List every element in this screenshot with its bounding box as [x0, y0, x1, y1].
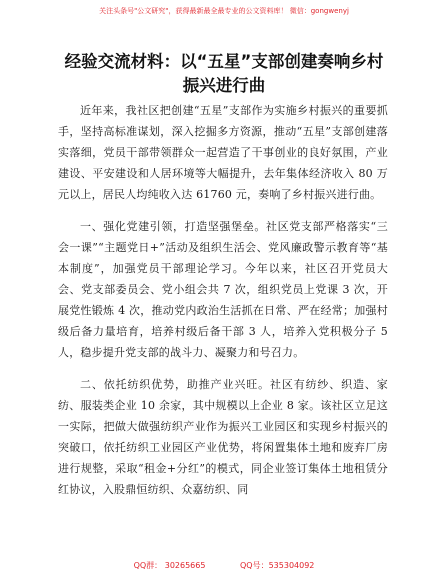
page-footer: [0, 560, 448, 571]
document-title: [0, 50, 448, 98]
title-line-2: 振兴进行曲: [182, 76, 266, 95]
promo-banner: 关注头条号"公文研究"，获得最新最全最专业的公文资料库！ 微信：gongwenyj: [99, 7, 349, 15]
footer-qq-number: QQ号：535304092: [240, 561, 315, 570]
footer-qq-group: QQ群： 30265665: [133, 561, 206, 570]
title-line-1: 经验交流材料：以“五星”支部创建奏响乡村: [64, 52, 384, 71]
paragraph-section-2: 二、依托纺织优势，助推产业兴旺。社区有纺纱、织造、家纺、服装类企业 10 余家，其中规模以上企业 8 家。该社区立足这一实际，把做大做强纺织产业作为振兴工业园区和实现乡村振兴的突破口，依托纺织工业园区产业优势，将闲置集体土地和废弃厂房进行规整，采取“租金+分红”的模式，同企业签订集体土地租赁分红协议，入股鼎恒纺织、众嘉纺织、同: [58, 378, 388, 496]
paragraph-intro: 近年来，我社区把创建“五星”支部作为实施乡村振兴的重要抓手，坚持高标准谋划，深入挖掘多方资源，推动“五星”支部创建落实落细，党员干部带领群众一起营造了干事创业的良好氛围，产业建设、平安建设和人居环境等大幅提升，去年集体经济收入 80 万元以上，居民人均纯收入达 61760 元，奏响了乡村振兴进行曲。: [58, 104, 388, 201]
paragraph-section-1: 一、强化党建引领，打造坚强堡垒。社区党支部严格落实“三会一课”“主题党日+”活动及组织生活会、党风廉政警示教育等“基本制度”，加强党员干部理论学习。今年以来，社区召开党员大会、党支部委员会、党小组会共 7 次，组织党员上党课 3 次，开展党性锻炼 4 次，推动党内政治生活抓在日常、严在经常；加强村级后备力量培育，培养村级后备干部 3 人，培养入党积极分子 5 人，稳步提升党支部的战斗力、凝聚力和号召力。: [58, 220, 388, 359]
document-body: [58, 100, 388, 511]
